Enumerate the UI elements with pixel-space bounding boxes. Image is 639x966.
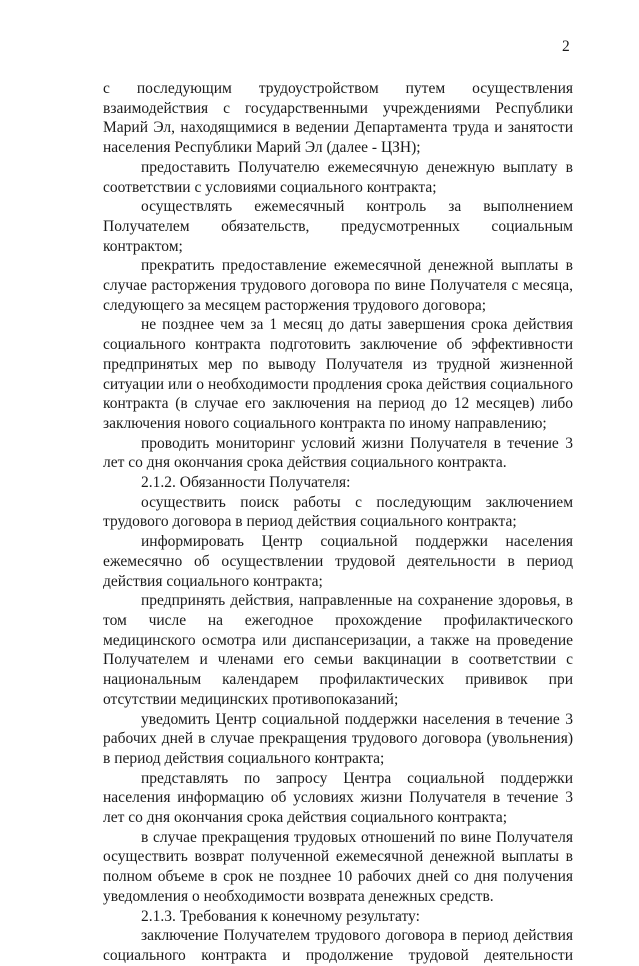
page-number: 2 <box>562 38 570 55</box>
paragraph-payment-refund: в случае прекращения трудовых отношений по вине Получателя осуществить возврат полученной ежемесячной денежной выплаты в полном объеме в срок не позднее 10 рабочих дней со дня получения уведомления о необходимости возврата денежных средств. <box>103 828 573 905</box>
paragraph-employment-contract-result: заключение Получателем трудового договора в период действия социального контракта и продолжение трудовой деятельности <box>103 927 573 964</box>
section-heading-2-1-2: 2.1.2. Обязанности Получателя: <box>141 474 351 492</box>
paragraph-job-search: осуществить поиск работы с последующим заключением трудового договора в период действия социального контракта; <box>103 493 573 531</box>
paragraph-inform-center: информировать Центр социальной поддержки населения ежемесячно об осуществлении трудовой деятельности в период действия социального контракта; <box>103 533 573 590</box>
paragraph-czn-interaction: с последующим трудоустройством путем осуществления взаимодействия с государственными учреждениями Республики Марий Эл, находящимися в ведении Департамента труда и занятости населения Республики Марий Эл (далее - ЦЗН); <box>103 80 573 157</box>
section-heading-2-1-3: 2.1.3. Требования к конечному результату: <box>141 907 420 925</box>
document-body <box>103 79 573 966</box>
paragraph-monitoring: проводить мониторинг условий жизни Получателя в течение 3 лет со дня окончания срока действия социального контракта. <box>103 434 573 472</box>
paragraph-living-conditions-info: представлять по запросу Центра социальной поддержки населения информацию об условиях жизни Получателя в течение 3 лет со дня окончания срока действия социального контракта; <box>103 769 573 827</box>
paragraph-effectiveness-conclusion: не позднее чем за 1 месяц до даты завершения срока действия социального контракта подготовить заключение об эффективности предпринятых мер по выводу Получателя из трудной жизненной ситуации или о необходимости продления срока действия социального контракта (в случае его заключения на период до 12 месяцев) либо заключения нового социального контракта по иному направлению; <box>103 316 573 432</box>
paragraph-stop-payment: прекратить предоставление ежемесячной денежной выплаты в случае расторжения трудового договора по вине Получателя с месяца, следующего за месяцем расторжения трудового договора; <box>103 257 573 314</box>
paragraph-monthly-control: осуществлять ежемесячный контроль за выполнением Получателем обязательств, предусмотренных социальным контрактом; <box>103 198 573 255</box>
paragraph-health-actions: предпринять действия, направленные на сохранение здоровья, в том числе на ежегодное прохождение профилактического медицинского осмотра или диспансеризации, а также на проведение Получателем и членами его семьи вакцинации в соответствии с национальным календарем профилактических прививок при отсутствии медицинских противопоказаний; <box>103 592 573 708</box>
paragraph-notify-termination: уведомить Центр социальной поддержки населения в течение 3 рабочих дней в случае прекращения трудового договора (увольнения) в период действия социального контракта; <box>103 710 573 767</box>
paragraph-monthly-payment: предоставить Получателю ежемесячную денежную выплату в соответствии с условиями социального контракта; <box>103 158 573 196</box>
